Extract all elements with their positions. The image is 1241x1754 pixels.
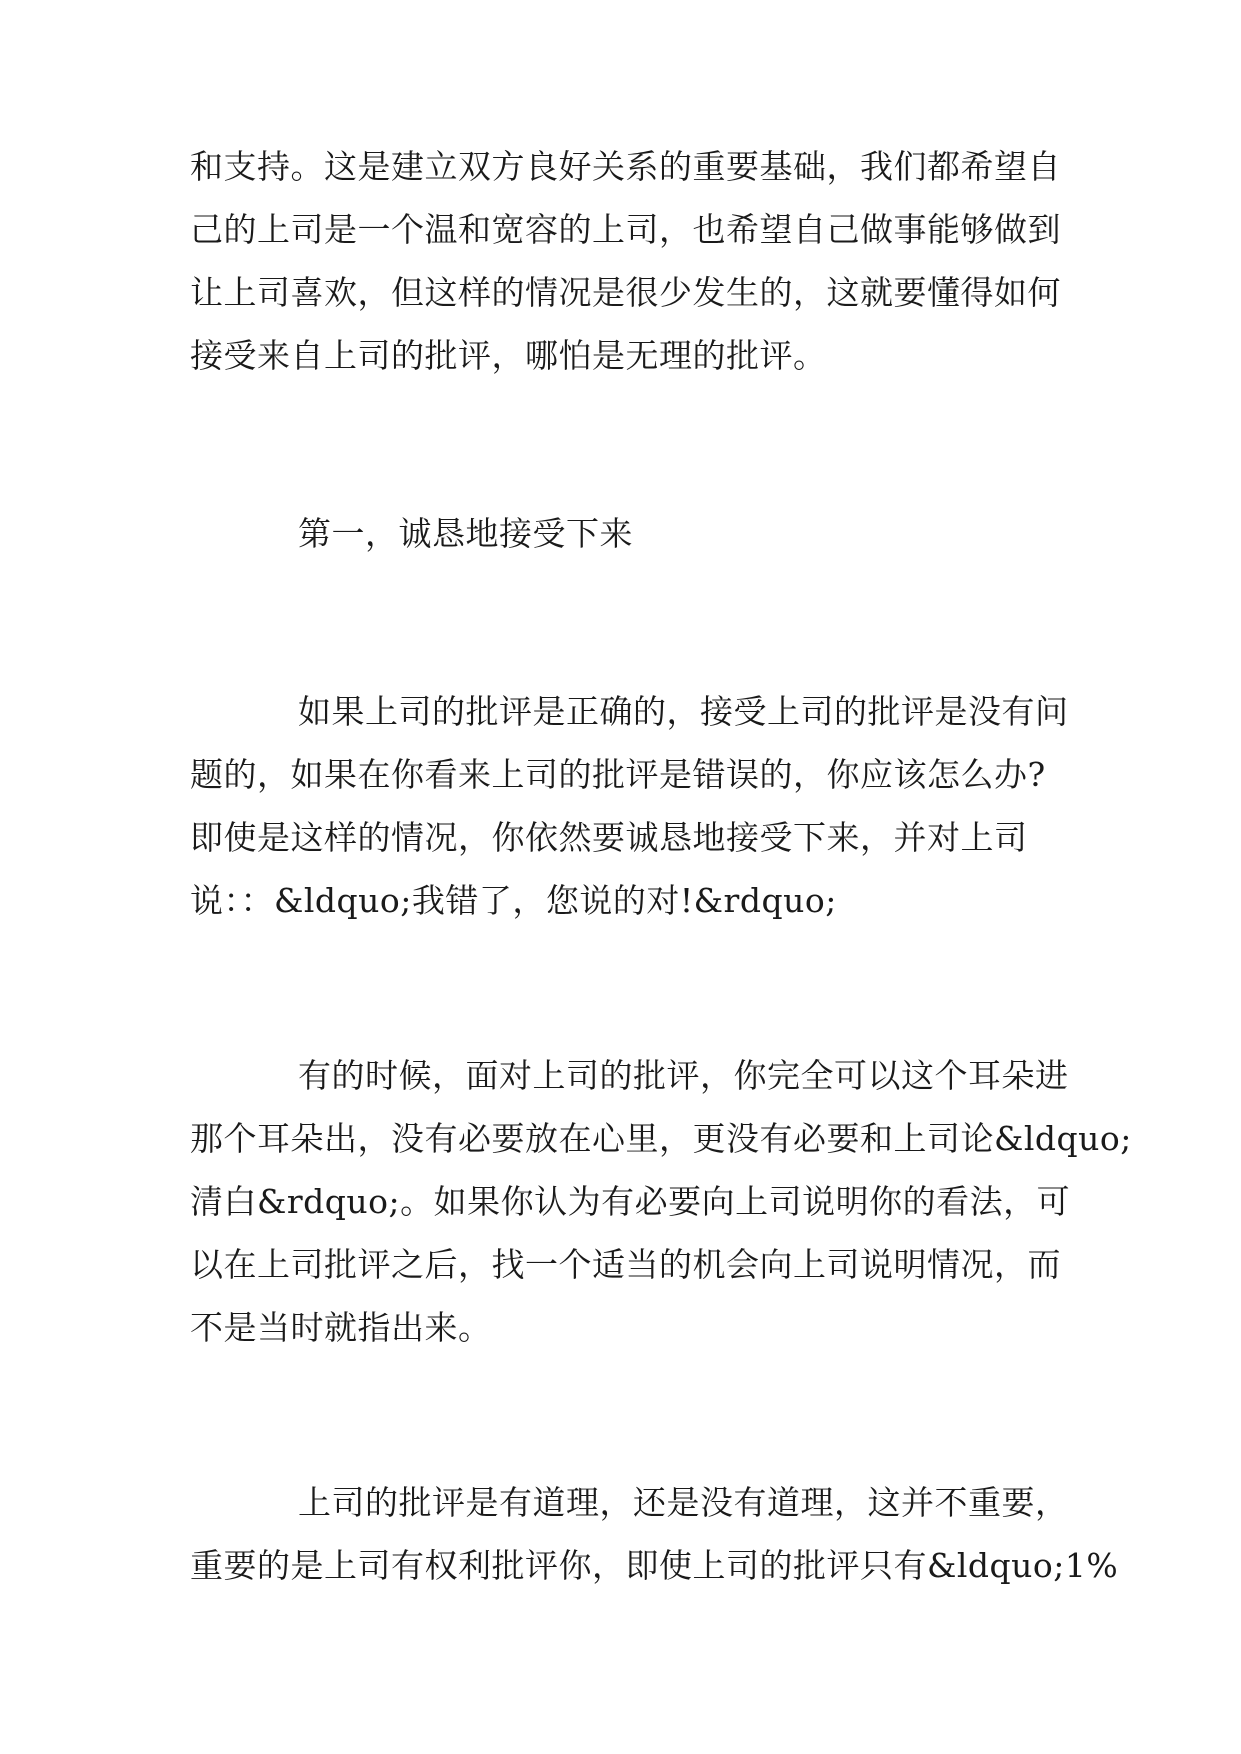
paragraph-line: 说：：&ldquo;我错了，您说的对!&rdquo; bbox=[190, 881, 837, 920]
paragraph-line: 那个耳朵出，没有必要放在心里，更没有必要和上司论&ldquo; bbox=[190, 1119, 1132, 1158]
section-heading: 第一，诚恳地接受下来 bbox=[298, 514, 633, 553]
paragraph-line: 题的，如果在你看来上司的批评是错误的，你应该怎么办? bbox=[190, 755, 1046, 794]
paragraph-line: 重要的是上司有权利批评你，即使上司的批评只有&ldquo;1% bbox=[190, 1546, 1119, 1585]
paragraph-line: 清白&rdquo;。如果你认为有必要向上司说明你的看法，可 bbox=[190, 1182, 1071, 1221]
paragraph-line: 己的上司是一个温和宽容的上司，也希望自己做事能够做到 bbox=[190, 210, 1061, 249]
paragraph-line: 让上司喜欢，但这样的情况是很少发生的，这就要懂得如何 bbox=[190, 273, 1061, 312]
paragraph-line: 上司的批评是有道理，还是没有道理，这并不重要， bbox=[298, 1483, 1069, 1522]
paragraph-line: 即使是这样的情况，你依然要诚恳地接受下来，并对上司 bbox=[190, 818, 1028, 857]
paragraph-line: 有的时候，面对上司的批评，你完全可以这个耳朵进 bbox=[298, 1056, 1069, 1095]
paragraph-line: 如果上司的批评是正确的，接受上司的批评是没有问 bbox=[298, 692, 1069, 731]
paragraph-line: 和支持。这是建立双方良好关系的重要基础，我们都希望自 bbox=[190, 147, 1061, 186]
paragraph-line: 以在上司批评之后，找一个适当的机会向上司说明情况，而 bbox=[190, 1245, 1061, 1284]
paragraph-line: 接受来自上司的批评，哪怕是无理的批评。 bbox=[190, 336, 827, 375]
paragraph-line: 不是当时就指出来。 bbox=[190, 1308, 492, 1347]
